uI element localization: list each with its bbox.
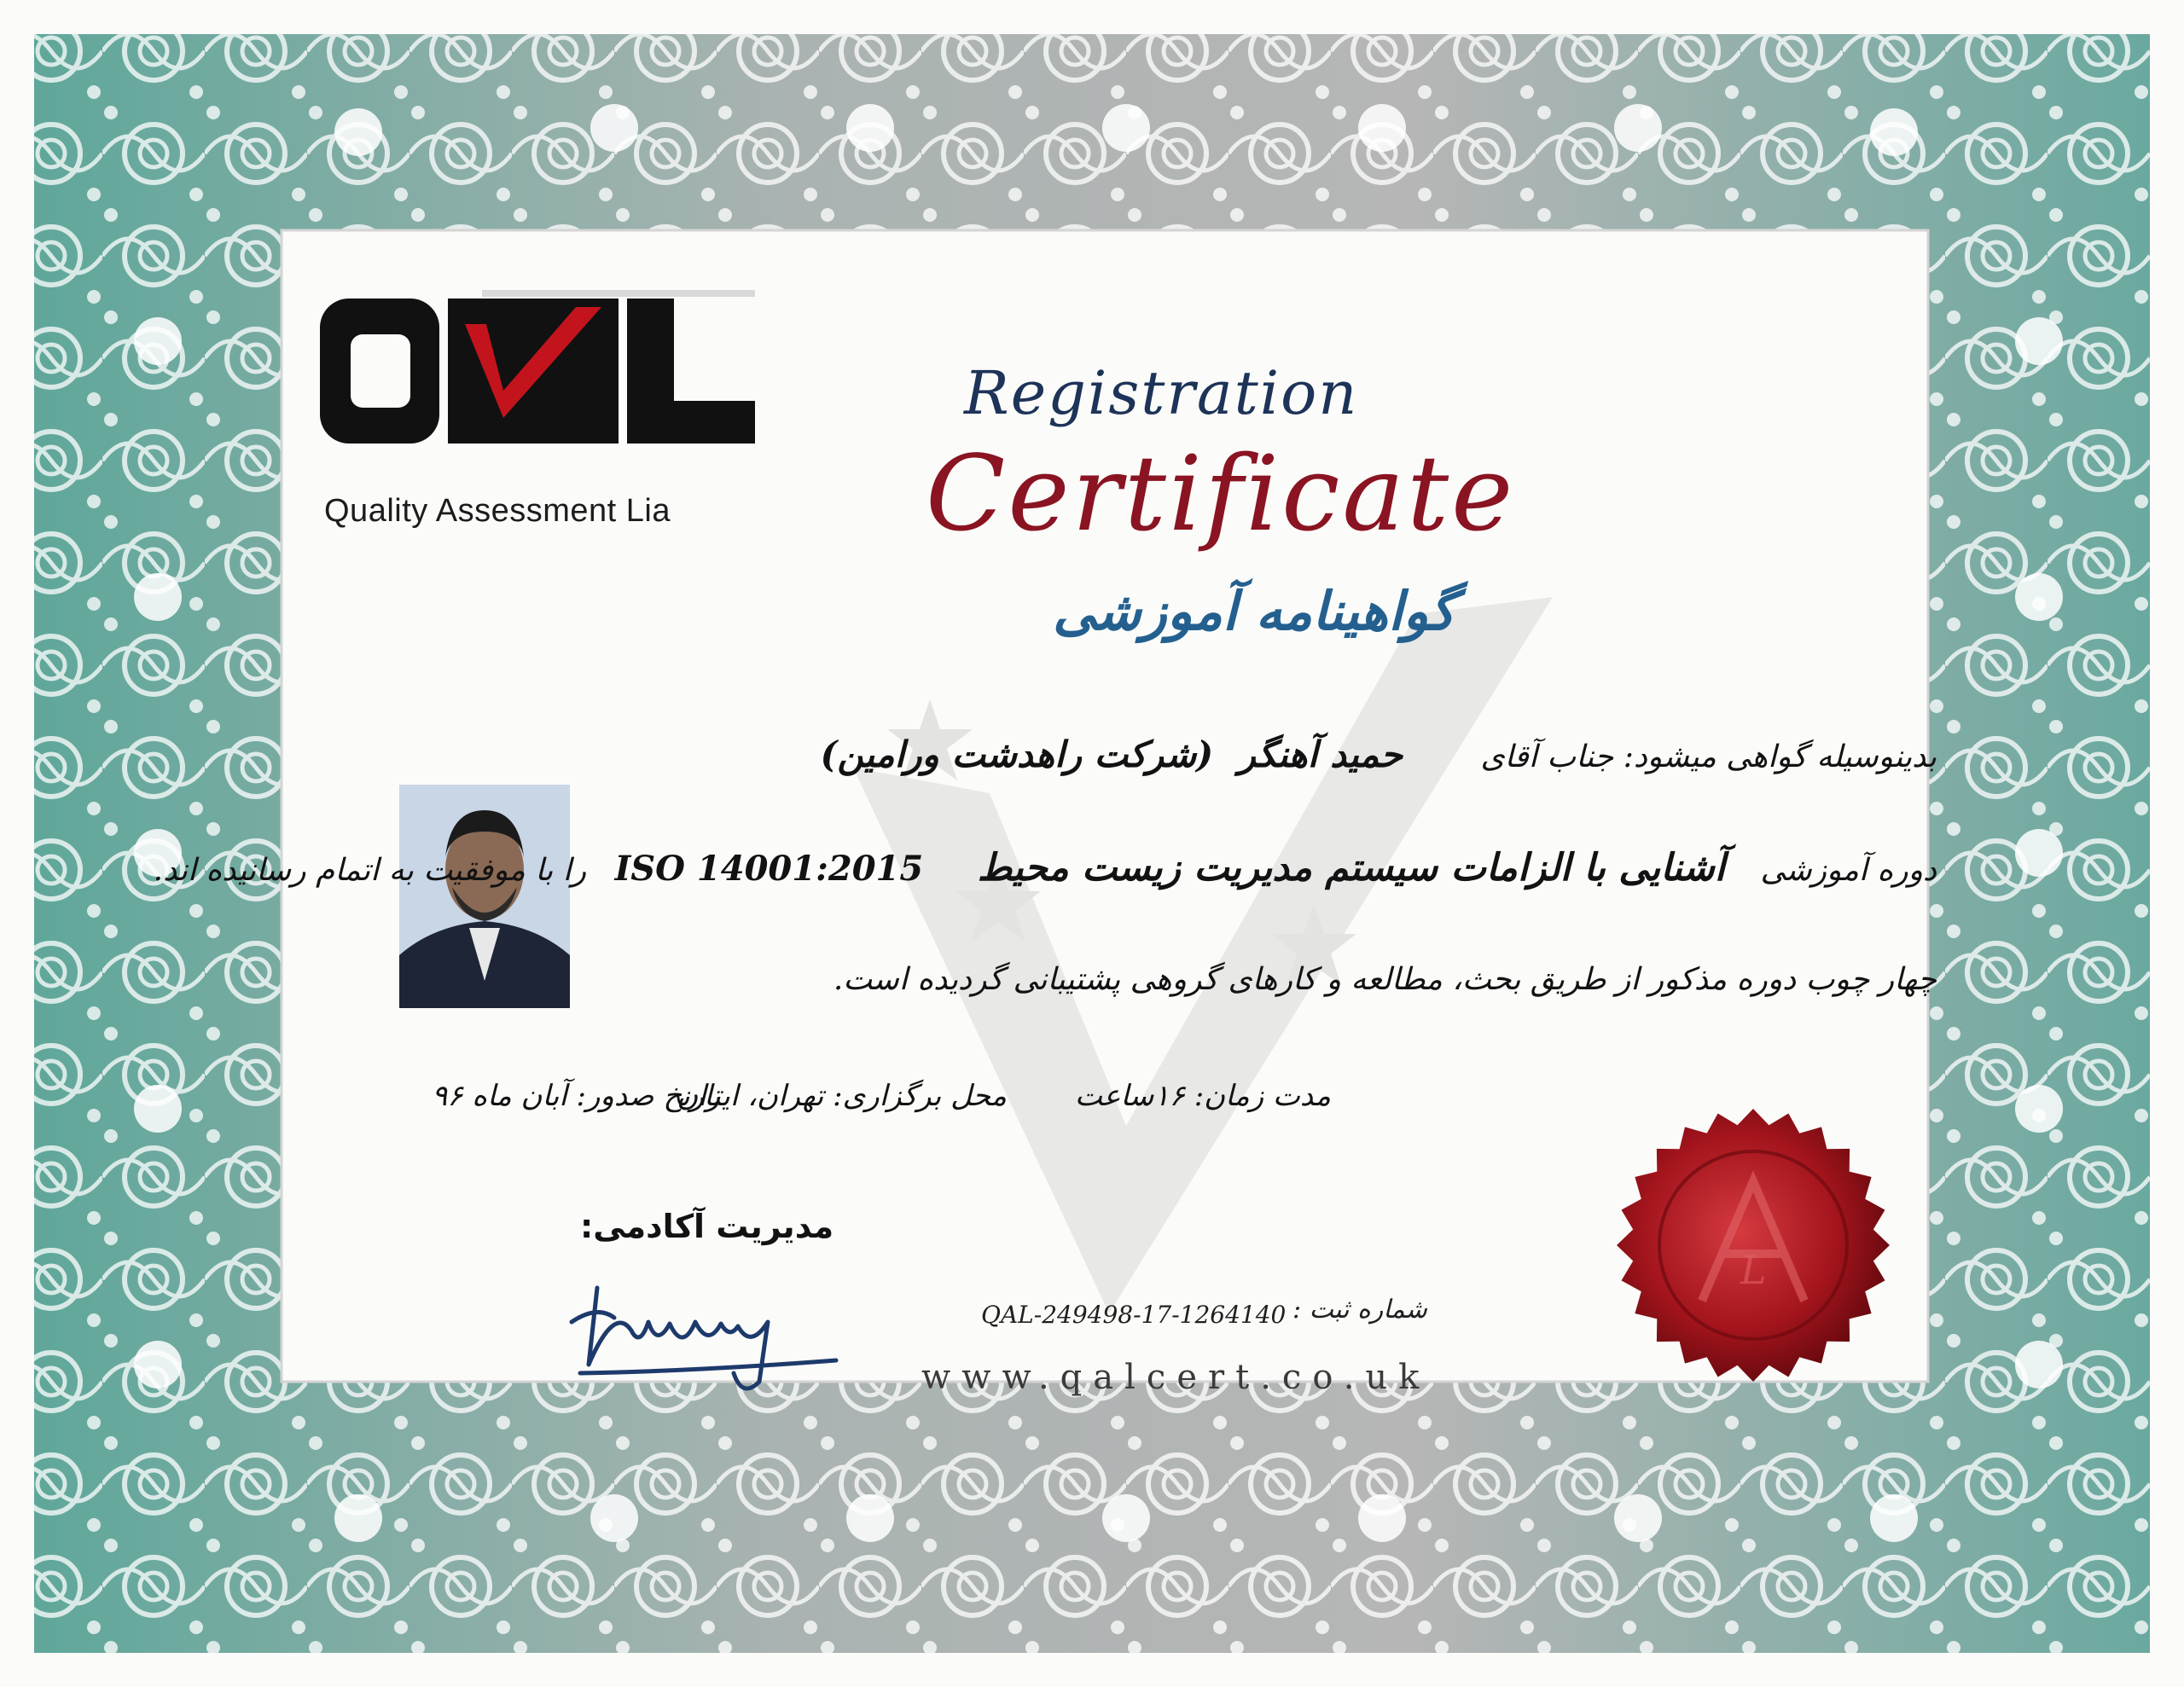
- holder-name: حمید آهنگر: [1238, 733, 1403, 775]
- holder-company: (شرکت راهدشت ورامین): [820, 733, 1214, 775]
- person-portrait-icon: [399, 785, 570, 1008]
- website-link[interactable]: www.qalcert.co.uk: [921, 1358, 1431, 1397]
- wax-seal-icon: [1612, 1104, 1894, 1386]
- course-prefix: دوره آموزشی: [1760, 853, 1937, 888]
- course-suffix: را با موفقیت به اتمام رسانیده اند.: [153, 853, 587, 888]
- academy-management-label: مدیریت آکادمی:: [580, 1208, 834, 1245]
- holder-photo: [399, 785, 570, 1008]
- certify-prefix: بدینوسیله گواهی میشود: جناب آقای: [1480, 739, 1937, 774]
- course-line: [154, 846, 1937, 890]
- course-framework-line: چهار چوب دوره مذکور از طریق بحث، مطالعه و کارهای گروهی پشتیبانی گردیده است.: [833, 962, 1937, 997]
- registration-number-label: شماره ثبت :: [1292, 1295, 1427, 1325]
- persian-title: گواهینامه آموزشی: [1053, 580, 1455, 642]
- logo-subtitle: Quality Assessment Lia: [324, 493, 671, 529]
- registration-number: QAL-249498-17-1264140: [981, 1301, 1287, 1329]
- location: محل برگزاری: تهران، ایران: [677, 1079, 1007, 1113]
- standard-code: ISO 14001:2015: [614, 849, 924, 889]
- signature-icon: [563, 1271, 845, 1399]
- certify-line: [821, 733, 1937, 775]
- duration: مدت زمان: ۱۶ساعت: [1074, 1079, 1331, 1113]
- issue-date: تاریخ صدور: آبان ماه ۹۶: [431, 1079, 721, 1113]
- course-name: آشنایی با الزامات سیستم مدیریت زیست محیط: [977, 846, 1725, 890]
- registration-title: Registration: [964, 358, 1359, 428]
- svg-text:L: L: [1740, 1247, 1767, 1293]
- certificate-title: Certificate: [926, 433, 1516, 554]
